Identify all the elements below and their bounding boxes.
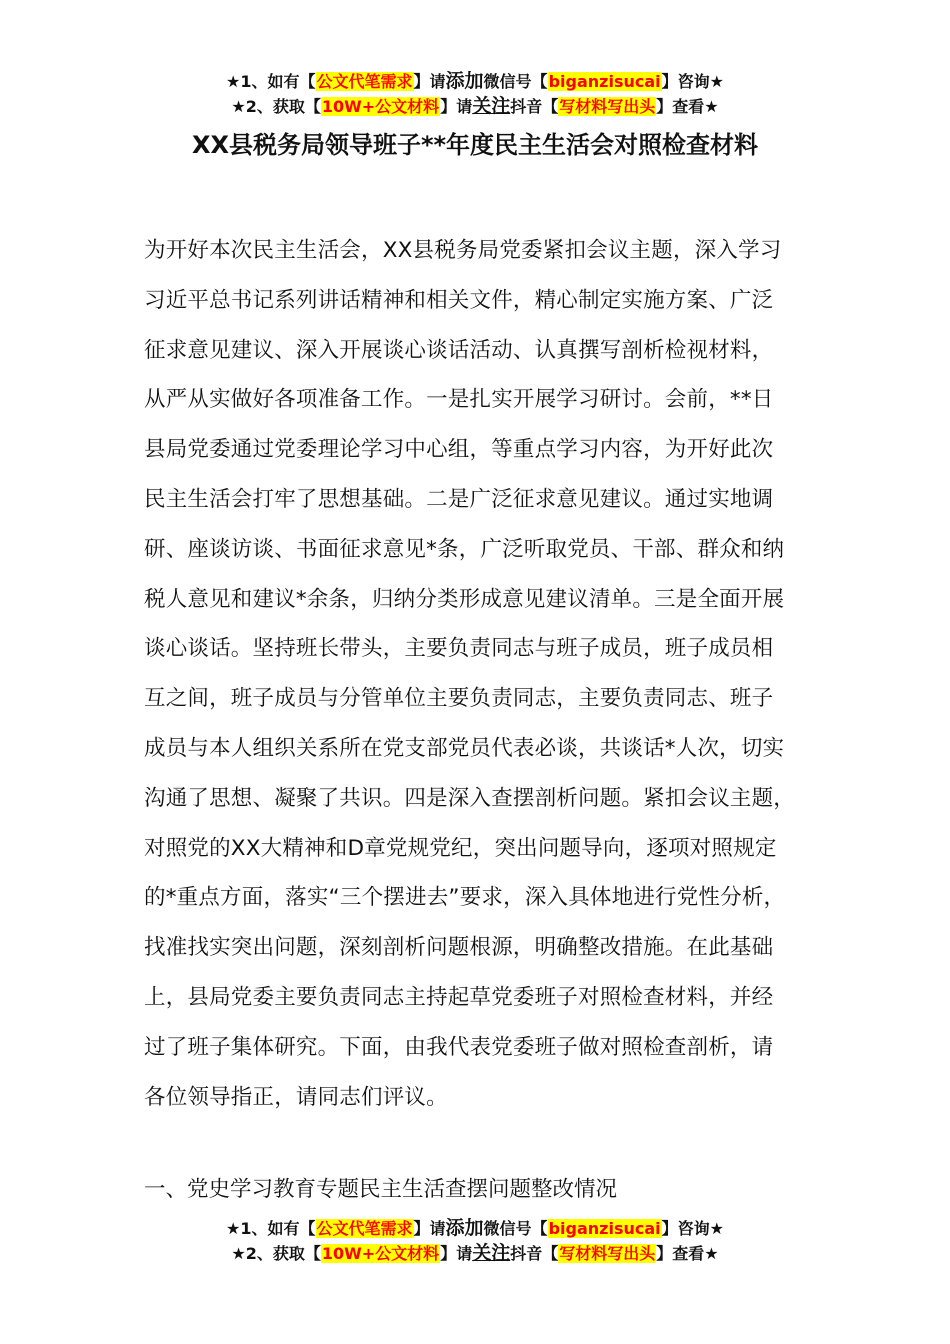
promo-text: 】查看★ [656,97,719,116]
promo-text: 微信号【 [483,72,548,91]
paragraph-line: 从严从实做好各项准备工作。一是扎实开展学习研讨。会前，**日 [144,387,774,413]
promo-highlight: biganzisucai [548,72,661,91]
paragraph-line: 成员与本人组织关系所在党支部党员代表必谈，共谈话*人次，切实 [144,735,785,761]
paragraph-line: 习近平总书记系列讲话精神和相关文件，精心制定实施方案、广泛 [144,287,774,313]
body-paragraph [144,226,832,1122]
promo-text: 】请 [413,72,446,91]
promo-highlight: 10W+公文材料 [321,97,440,116]
promo-emphasis: 关注 [472,1242,511,1264]
paragraph-line: 的*重点方面，落实“三个摆进去”要求，深入具体地进行党性分析， [144,885,786,911]
paragraph-line: 县局党委通过党委理论学习中心组，等重点学习内容，为开好此次 [144,437,774,463]
promo-emphasis: 关注 [472,95,511,117]
promo-emphasis: 添加 [445,1217,484,1239]
promo-text: ★2、获取【 [231,1244,321,1263]
promo-text: 抖音【 [510,97,559,116]
paragraph-line: 税人意见和建议*余条，归纳分类形成意见建议清单。三是全面开展 [144,586,785,612]
promo-banner-top [0,69,950,119]
promo-text: ★1、如有【 [226,1219,316,1238]
paragraph-line: 互之间，班子成员与分管单位主要负责同志，主要负责同志、班子 [144,686,774,712]
section-heading: 一、党史学习教育专题民主生活查摆问题整改情况 [144,1177,618,1202]
paragraph-line: 各位领导指正，请同志们评议。 [144,1084,448,1110]
paragraph-line: 征求意见建议、深入开展谈心谈话活动、认真撰写剖析检视材料， [144,337,774,363]
promo-line-1 [0,1216,950,1241]
promo-highlight: biganzisucai [548,1219,661,1238]
promo-text: 】请 [440,97,473,116]
promo-text: 】查看★ [656,1244,719,1263]
promo-banner-bottom [0,1216,950,1266]
promo-highlight: 10W+公文材料 [321,1244,440,1263]
promo-text: 】咨询★ [661,1219,724,1238]
paragraph-line: 民主生活会打牢了思想基础。二是广泛征求意见建议。通过实地调 [144,486,774,512]
promo-text: 微信号【 [483,1219,548,1238]
paragraph-line: 过了班子集体研究。下面，由我代表党委班子做对照检查剖析，请 [144,1034,774,1060]
promo-text: 】咨询★ [661,72,724,91]
paragraph-line: 上，县局党委主要负责同志主持起草党委班子对照检查材料，并经 [144,984,774,1010]
promo-line-2 [0,1241,950,1266]
promo-highlight: 写材料写出头 [559,1244,656,1263]
paragraph-line: 研、座谈访谈、书面征求意见*条，广泛听取党员、干部、群众和纳 [144,536,785,562]
promo-text: 】请 [440,1244,473,1263]
promo-text: 抖音【 [510,1244,559,1263]
promo-highlight: 公文代笔需求 [316,72,413,91]
paragraph-line: 沟通了思想、凝聚了共识。四是深入查摆剖析问题。紧扣会议主题， [144,785,796,811]
paragraph-line: 对照党的XX大精神和D章党规党纪，突出问题导向，逐项对照规定 [144,835,777,861]
promo-highlight: 公文代笔需求 [316,1219,413,1238]
paragraph-line: 找准找实突出问题，深刻剖析问题根源，明确整改措施。在此基础 [144,935,774,961]
promo-line-2 [0,94,950,119]
paragraph-line: 为开好本次民主生活会，XX县税务局党委紧扣会议主题，深入学习 [144,238,782,263]
promo-line-1 [0,69,950,94]
promo-emphasis: 添加 [445,70,484,92]
document-title: XX县税务局领导班子**年度民主生活会对照检查材料 [191,131,759,159]
promo-text: ★2、获取【 [231,97,321,116]
promo-highlight: 写材料写出头 [559,97,656,116]
promo-text: 】请 [413,1219,446,1238]
paragraph-line: 谈心谈话。坚持班长带头，主要负责同志与班子成员，班子成员相 [144,636,774,662]
promo-text: ★1、如有【 [226,72,316,91]
